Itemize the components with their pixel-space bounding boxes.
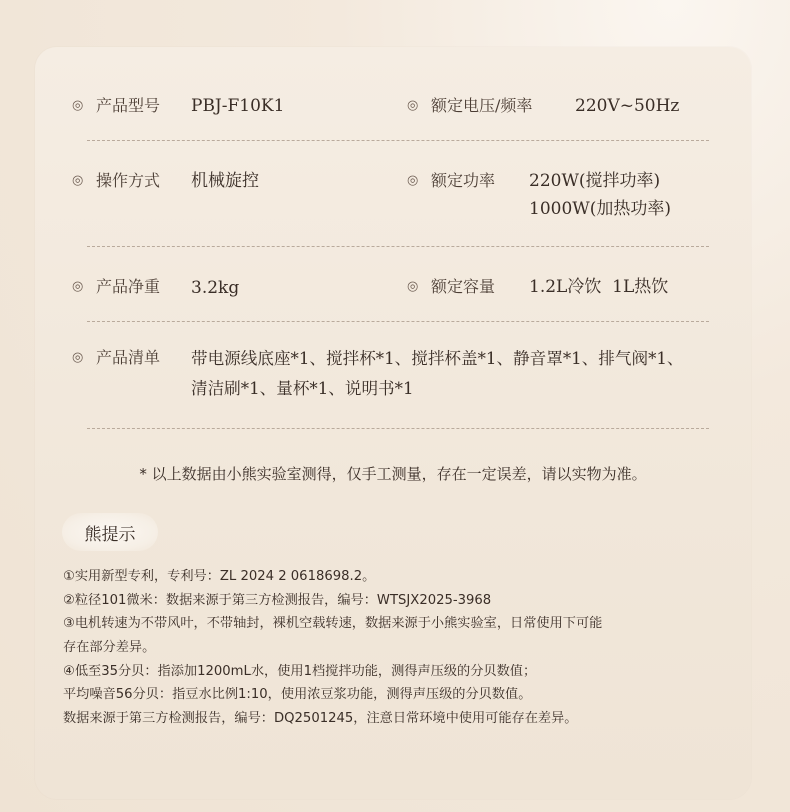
spec-operation <box>72 168 259 194</box>
circle-bullet-icon: ◎ <box>407 279 419 294</box>
spec-value-capacity: 1.2L冷饮 1L热饮 <box>529 277 669 297</box>
tip-line: ②粒径101微米：数据来源于第三方检测报告，编号：WTSJX2025-3968 <box>63 592 492 608</box>
divider <box>87 246 709 247</box>
tip-line: 平均噪音56分贝：指豆水比例1:10，使用浓豆浆功能，测得声压级的分贝数值。 <box>63 687 532 703</box>
spec-value-contents-line: 带电源线底座*1、搅拌杯*1、搅拌杯盖*1、静音罩*1、排气阀*1、 <box>191 349 684 368</box>
spec-value-weight: 3.2kg <box>191 278 240 298</box>
spec-contents <box>72 345 684 398</box>
spec-value-voltage: 220V~50Hz <box>575 96 680 116</box>
spec-label-power: 额定功率 <box>431 171 496 190</box>
spec-voltage <box>407 93 680 119</box>
spec-value-power-line: 1000W(加热功率) <box>529 199 672 219</box>
measurement-note: * 以上数据由小熊实验室测得，仅手工测量，存在一定误差，请以实物为准。 <box>139 465 647 483</box>
divider <box>87 321 709 322</box>
tip-line: 存在部分差异。 <box>63 640 156 656</box>
spec-value-operation: 机械旋控 <box>191 171 259 191</box>
circle-bullet-icon: ◎ <box>407 173 419 188</box>
spec-label-contents: 产品清单 <box>96 348 161 367</box>
tips-title-badge <box>62 513 158 551</box>
spec-capacity <box>407 274 669 300</box>
tip-line: 数据来源于第三方检测报告，编号：DQ2501245，注意日常环境中使用可能存在差异。 <box>63 711 578 727</box>
tip-line: ③电机转速为不带风叶，不带轴封，裸机空载转速，数据来源于小熊实验室，日常使用下可能 <box>63 616 603 632</box>
divider <box>87 140 709 141</box>
spec-label-voltage: 额定电压/频率 <box>431 96 533 115</box>
spec-value-contents-line: 清洁刷*1、量杯*1、说明书*1 <box>191 379 414 398</box>
spec-power <box>407 168 672 219</box>
spec-value-power <box>529 167 671 223</box>
spec-value-model: PBJ-F10K1 <box>191 96 285 116</box>
spec-label-weight: 产品净重 <box>96 277 161 296</box>
spec-label-capacity: 额定容量 <box>431 277 496 296</box>
tip-line: ①实用新型专利，专利号：ZL 2024 2 0618698.2。 <box>63 569 376 584</box>
circle-bullet-icon: ◎ <box>407 98 419 113</box>
spec-model <box>72 93 285 119</box>
tip-line: ④低至35分贝：指添加1200mL水，使用1档搅拌功能，测得声压级的分贝数值； <box>63 663 537 679</box>
spec-card <box>35 47 751 799</box>
tips-title: 熊提示 <box>84 524 136 545</box>
circle-bullet-icon: ◎ <box>72 350 84 365</box>
tips-list <box>63 565 743 731</box>
divider <box>87 428 709 429</box>
circle-bullet-icon: ◎ <box>72 98 84 113</box>
spec-value-contents <box>191 344 684 404</box>
spec-value-power-line: 220W(搅拌功率) <box>529 171 661 191</box>
spec-label-model: 产品型号 <box>96 96 161 115</box>
spec-label-operation: 操作方式 <box>96 171 161 190</box>
spec-weight <box>72 274 240 300</box>
circle-bullet-icon: ◎ <box>72 173 84 188</box>
circle-bullet-icon: ◎ <box>72 279 84 294</box>
